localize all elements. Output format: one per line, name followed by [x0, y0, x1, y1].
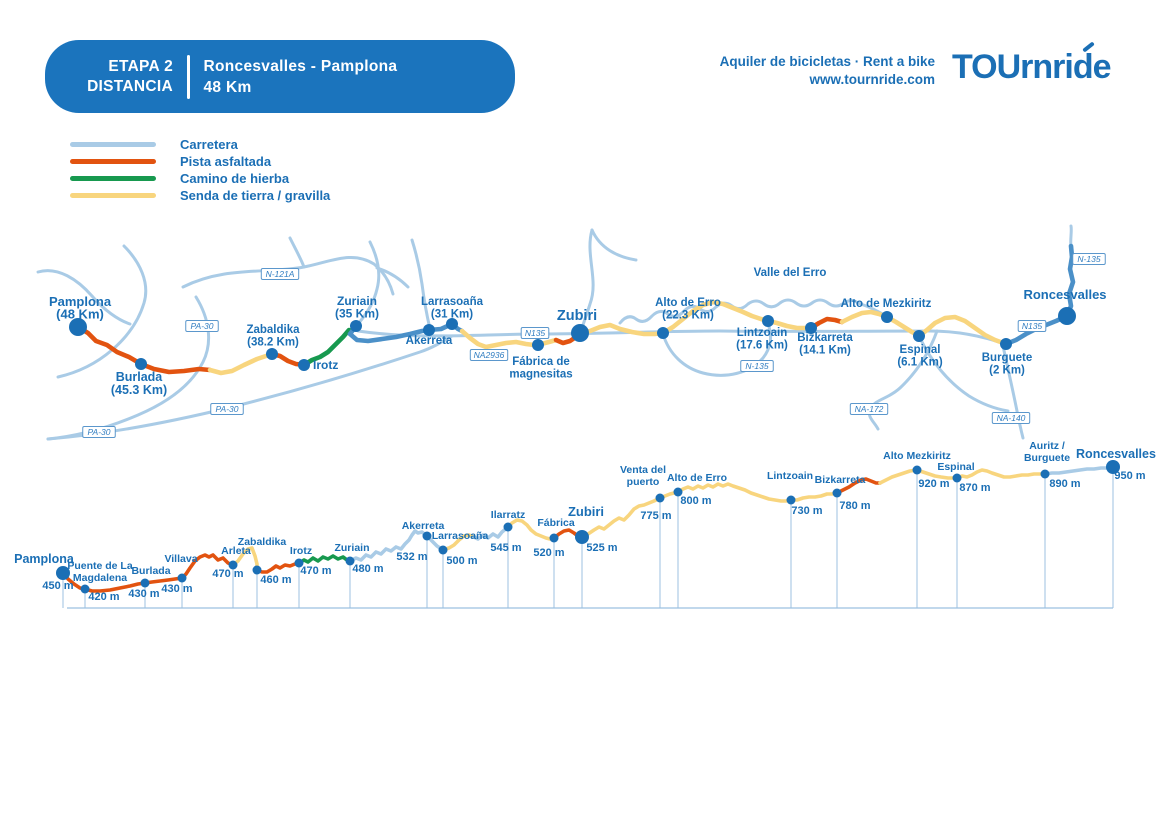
map-town-dot-burguete: [1000, 338, 1012, 350]
profile-point-name-bizkarreta: Bizkarreta: [814, 474, 866, 486]
profile-elevation-label-ilarratz: 545 m: [490, 542, 522, 554]
profile-elevation-label-lintzoain: 730 m: [791, 505, 823, 517]
map-town-label-zabaldika: (38.2 Km): [247, 336, 299, 349]
profile-point-dot-alto-mezkiritz: [913, 466, 922, 475]
route-title: Roncesvalles - Pamplona: [203, 57, 398, 75]
road-label-pa-30: PA-30: [215, 404, 239, 414]
profile-point-name-akerreta: Akerreta: [401, 520, 445, 532]
profile-point-dot-ilarratz: [504, 523, 513, 532]
profile-point-name-pamplona: Pamplona: [14, 552, 74, 566]
profile-point-name-larrasoa-a: Larrasoaña: [431, 530, 489, 542]
profile-point-name-alto-mezkiritz: Alto Mezkiritz: [883, 450, 951, 462]
profile-point-name-f-brica: Fábrica: [537, 517, 575, 529]
map-town-label-lintzoain: Lintzoain: [736, 327, 788, 339]
map-town-label-f-brica-de-magnesitas: Fábrica de: [512, 356, 570, 368]
profile-elevation-label-pamplona: 450 m: [42, 580, 74, 592]
region-label-valle-del-erro: Valle del Erro: [753, 267, 827, 279]
map-town-dot-alto-de-erro: [657, 327, 669, 339]
profile-point-name-puente-de-la-magdalena: Puente de La: [67, 560, 133, 572]
profile-elevation-label-arleta: 470 m: [212, 568, 244, 580]
profile-point-dot-villava: [178, 574, 187, 583]
map-town-label-zubiri: Zubiri: [556, 308, 598, 324]
map-background-road: [377, 268, 408, 287]
map-town-label-zuriain: (35 Km): [334, 306, 380, 321]
map-town-label-larrasoa-a: (31 Km): [430, 308, 474, 321]
profile-point-name-roncesvalles: Roncesvalles: [1076, 447, 1156, 461]
map-town-label-espinal: Espinal: [899, 344, 941, 356]
profile-point-name-irotz: Irotz: [289, 545, 313, 557]
map-town-label-f-brica-de-magnesitas: magnesitas: [509, 368, 573, 381]
road-label-n135: N135: [524, 328, 546, 338]
map-town-label-burlada: Burlada: [115, 370, 163, 384]
map-town-label-irotz: Irotz: [313, 358, 339, 372]
profile-point-name-venta-del-puerto: puerto: [626, 476, 660, 488]
profile-elevation-label-burlada: 430 m: [128, 588, 160, 600]
road-label-na-172: NA-172: [854, 404, 884, 414]
road-label-pa-30: PA-30: [190, 321, 214, 331]
profile-elevation-label-zuriain: 480 m: [352, 563, 384, 575]
promo-line-rent-a-bike: Aquiler de bicicletas · Rent a bike: [719, 54, 935, 69]
profile-point-dot-larrasoa-a: [439, 546, 448, 555]
map-town-label-burguete: (2 Km): [989, 364, 1025, 377]
profile-point-dot-venta-del-puerto: [656, 494, 665, 503]
map-background-road: [358, 331, 1005, 344]
profile-segment-pista: [257, 563, 299, 572]
profile-elevation-label-alto-de-erro: 800 m: [680, 495, 712, 507]
profile-point-name-zabaldika: Zabaldika: [237, 536, 287, 548]
road-label-na-140: NA-140: [996, 413, 1026, 423]
map-town-label-alto-de-erro: Alto de Erro: [655, 297, 721, 309]
elevation-profile: [14, 440, 1156, 608]
profile-point-dot-bizkarreta: [833, 489, 842, 498]
profile-point-name-espinal: Espinal: [937, 461, 975, 473]
profile-elevation-label-larrasoa-a: 500 m: [446, 555, 478, 567]
map-town-label-zuriain: Zuriain: [336, 294, 378, 308]
profile-point-name-zuriain: Zuriain: [334, 542, 370, 554]
profile-point-name-villava: Villava: [164, 553, 198, 565]
profile-point-name-alto-de-erro: Alto de Erro: [666, 472, 728, 484]
profile-point-name-auritz-burguete: Burguete: [1023, 452, 1071, 464]
map-town-label-burguete: Burguete: [981, 352, 1033, 364]
road-label-pa-30: PA-30: [87, 427, 111, 437]
profile-elevation-label-auritz-burguete: 890 m: [1049, 478, 1081, 490]
map-town-label-roncesvalles: Roncesvalles: [1023, 287, 1107, 302]
map-town-dot-irotz: [298, 359, 310, 371]
road-label-n135: N135: [1021, 321, 1043, 331]
profile-elevation-label-irotz: 470 m: [300, 565, 332, 577]
map-town-dot-espinal: [913, 330, 925, 342]
map-town-label-larrasoa-a: Larrasoaña: [420, 296, 484, 308]
profile-segment-hierba: [299, 556, 350, 563]
map-town-dot-zuriain: [350, 320, 362, 332]
profile-point-name-lintzoain: Lintzoain: [766, 470, 814, 482]
map-background-road: [412, 240, 430, 329]
map-background-road: [592, 230, 636, 260]
profile-elevation-label-bizkarreta: 780 m: [839, 500, 871, 512]
route-distance: 48 Km: [203, 78, 252, 96]
distance-label: DISTANCIA: [87, 77, 173, 95]
profile-point-name-burlada: Burlada: [131, 565, 171, 577]
road-label-n-135: N-135: [1077, 254, 1101, 264]
profile-point-dot-f-brica: [550, 534, 559, 543]
profile-elevation-label-alto-mezkiritz: 920 m: [918, 478, 950, 490]
map-town-dot-alto-de-mezkiritz: [881, 311, 893, 323]
profile-elevation-label-akerreta: 532 m: [396, 551, 428, 563]
profile-point-name-zubiri: Zubiri: [567, 504, 605, 519]
road-label-n-121a: N-121A: [265, 269, 295, 279]
profile-point-name-auritz-burguete: Auritz /: [1029, 440, 1065, 452]
profile-point-dot-burlada: [141, 579, 150, 588]
road-label-na2936: NA2936: [473, 350, 505, 360]
profile-point-dot-auritz-burguete: [1041, 470, 1050, 479]
profile-elevation-label-villava: 430 m: [161, 583, 193, 595]
legend-label-pista-asfaltada: Pista asfaltada: [180, 154, 272, 169]
profile-elevation-label-zubiri: 525 m: [586, 542, 618, 554]
map-town-label-bizkarreta: (14.1 Km): [799, 344, 851, 357]
profile-elevation-label-venta-del-puerto: 775 m: [640, 510, 672, 522]
legend-label-senda-de-tierra: Senda de tierra / gravilla: [180, 188, 331, 203]
map-town-label-alto-de-mezkiritz: Alto de Mezkiritz: [840, 298, 932, 310]
profile-point-name-venta-del-puerto: Venta del: [619, 464, 667, 476]
map-town-label-zabaldika: Zabaldika: [246, 324, 300, 336]
map-background-road: [290, 238, 304, 267]
legend-label-camino-de-hierba: Camino de hierba: [180, 171, 290, 186]
stage-label: ETAPA 2: [108, 57, 173, 75]
map-route-segment-senda: [210, 354, 272, 373]
profile-point-dot-lintzoain: [787, 496, 796, 505]
profile-point-name-ilarratz: Ilarratz: [490, 509, 526, 521]
tournride-logo-text: TOUrnride: [952, 48, 1111, 86]
profile-segment-carretera: [1045, 467, 1113, 474]
profile-elevation-label-puente-de-la-magdalena: 420 m: [88, 591, 120, 603]
map-town-label-pamplona: (48 Km): [56, 306, 104, 322]
profile-elevation-label-roncesvalles: 950 m: [1114, 470, 1146, 482]
map-town-dot-zabaldika: [266, 348, 278, 360]
map-town-label-bizkarreta: Bizkarreta: [797, 332, 853, 344]
profile-point-name-puente-de-la-magdalena: Magdalena: [72, 572, 128, 584]
map-town-label-alto-de-erro: (22.3 Km): [662, 309, 714, 322]
map-town-label-burlada: (45.3 Km): [110, 383, 168, 397]
map-town-label-akerreta: Akerreta: [405, 335, 453, 347]
profile-elevation-label-f-brica: 520 m: [533, 547, 565, 559]
map-town-dot-lintzoain: [762, 315, 774, 327]
legend-label-carretera: Carretera: [180, 137, 238, 152]
map-town-label-lintzoain: (17.6 Km): [736, 339, 788, 352]
road-label-n-135: N-135: [745, 361, 769, 371]
map-town-label-espinal: (6.1 Km): [897, 356, 943, 369]
map-town-dot-burlada: [135, 358, 147, 370]
profile-point-dot-akerreta: [423, 532, 432, 541]
profile-elevation-label-espinal: 870 m: [959, 482, 991, 494]
map-town-dot-roncesvalles: [1058, 307, 1076, 325]
promo-line-website: www.tournride.com: [809, 72, 935, 87]
map-town-dot-zubiri: [571, 324, 589, 342]
profile-elevation-label-zabaldika: 460 m: [260, 574, 292, 586]
profile-point-name-arleta: Arleta: [221, 545, 251, 557]
map-town-label-pamplona: Pamplona: [48, 294, 112, 309]
map-town-dot-f-brica-de-magnesitas: [532, 339, 544, 351]
